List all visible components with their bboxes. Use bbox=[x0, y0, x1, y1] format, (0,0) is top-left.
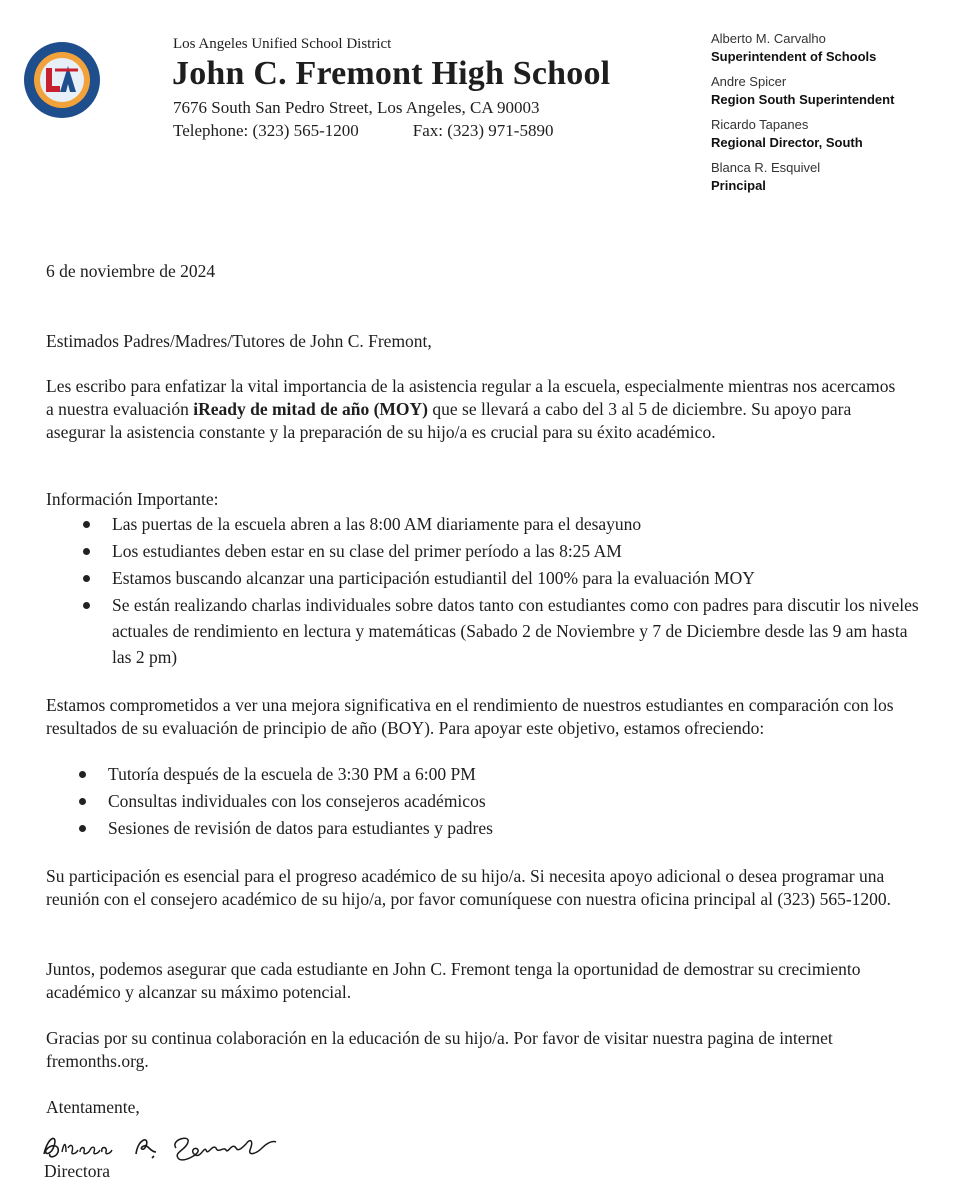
officials-list bbox=[711, 30, 894, 202]
paragraph-improvement: Estamos comprometidos a ver una mejora significativa en el rendimiento de nuestros estudiantes en comparación con los resultados de su evaluación de principio de año (BOY). Para apoyar este objetivo, estamos ofreciendo: bbox=[46, 695, 894, 738]
bullet-icon bbox=[83, 521, 90, 528]
paragraph-participation: Su participación es esencial para el progreso académico de su hijo/a. Si necesita apoyo adicional o desea programar una reunión con el consejero académico de su hijo/a, por favor comuníquese con nuestra oficina principal al (323) 565-1200. bbox=[46, 866, 892, 909]
list-item bbox=[80, 538, 930, 565]
official-principal bbox=[711, 159, 894, 195]
list-item-text: Tutoría después de la escuela de 3:30 PM a 6:00 PM bbox=[108, 764, 476, 784]
list-item-text: Las puertas de la escuela abren a las 8:00 AM diariamente para el desayuno bbox=[112, 514, 642, 534]
list-item bbox=[76, 788, 926, 815]
info-list bbox=[80, 511, 930, 670]
paragraph-together: Juntos, podemos asegurar que cada estudiante en John C. Fremont tenga la oportunidad de demostrar su crecimiento académico y alcanzar su máximo potencial. bbox=[46, 959, 861, 1002]
official-regional-director bbox=[711, 116, 894, 152]
contact-line bbox=[173, 121, 553, 141]
paragraph-text: que se llevará a cabo del 3 al 5 de diciembre. Su apoyo para asegurar la asistencia constante y la preparación de su hijo/a es crucial para su éxito académico. bbox=[46, 399, 852, 442]
list-item-text: Se están realizando charlas individuales sobre datos tanto con estudiantes como con padres para discutir los niveles actuales de rendimiento en lectura y matemáticas (Sabado 2 de Noviembre y 7 de Diciembre desde las 9 am hasta las 2 pm) bbox=[112, 595, 919, 667]
bullet-icon bbox=[79, 798, 86, 805]
district-name: Los Angeles Unified School District bbox=[173, 36, 392, 52]
official-name: Ricardo Tapanes bbox=[711, 117, 809, 132]
fax: Fax: (323) 971-5890 bbox=[412, 121, 554, 140]
official-title: Regional Director, South bbox=[711, 135, 863, 150]
offer-list bbox=[76, 761, 926, 842]
list-item-text: Consultas individuales con los consejeros académicos bbox=[108, 791, 486, 811]
official-title: Principal bbox=[711, 178, 766, 193]
official-title: Region South Superintendent bbox=[711, 92, 895, 107]
list-item-text: Sesiones de revisión de datos para estudiantes y padres bbox=[108, 818, 493, 838]
official-region-superintendent bbox=[711, 73, 894, 109]
letter-date: 6 de noviembre de 2024 bbox=[46, 261, 216, 281]
greeting: Estimados Padres/Madres/Tutores de John C. Fremont, bbox=[46, 331, 432, 351]
paragraph-text: Les escribo para enfatizar la vital importancia de la asistencia regular a la escuela, especialmente mientras nos acercamos a nuestra evaluación bbox=[46, 376, 896, 419]
official-name: Blanca R. Esquivel bbox=[711, 160, 821, 175]
closing: Atentamente, bbox=[46, 1097, 140, 1117]
official-name: Alberto M. Carvalho bbox=[711, 31, 826, 46]
official-superintendent bbox=[711, 30, 894, 66]
list-item bbox=[76, 815, 926, 842]
school-name: John C. Fremont High School bbox=[172, 55, 611, 92]
iready-emphasis: iReady de mitad de año (MOY) bbox=[193, 399, 429, 419]
signer-title: Directora bbox=[44, 1161, 111, 1181]
telephone: Telephone: (323) 565-1200 bbox=[173, 121, 359, 140]
bullet-icon bbox=[79, 771, 86, 778]
list-item bbox=[76, 761, 926, 788]
bullet-icon bbox=[83, 575, 90, 582]
list-item bbox=[80, 565, 930, 592]
official-title: Superintendent of Schools bbox=[711, 49, 877, 64]
paragraph-thanks: Gracias por su continua colaboración en la educación de su hijo/a. Por favor de visitar nuestra pagina de internet fremonths.org. bbox=[46, 1028, 833, 1071]
info-heading: Información Importante: bbox=[46, 489, 219, 509]
lausd-logo bbox=[22, 40, 102, 120]
bullet-icon bbox=[83, 602, 90, 609]
list-item bbox=[80, 592, 930, 670]
list-item bbox=[80, 511, 930, 538]
paragraph-attendance bbox=[46, 375, 906, 444]
list-item-text: Los estudiantes deben estar en su clase del primer período a las 8:25 AM bbox=[112, 541, 622, 561]
official-name: Andre Spicer bbox=[711, 74, 787, 89]
bullet-icon bbox=[83, 548, 90, 555]
list-item-text: Estamos buscando alcanzar una participación estudiantil del 100% para la evaluación MOY bbox=[112, 568, 755, 588]
bullet-icon bbox=[79, 825, 86, 832]
school-address: 7676 South San Pedro Street, Los Angeles, CA 90003 bbox=[173, 98, 540, 117]
